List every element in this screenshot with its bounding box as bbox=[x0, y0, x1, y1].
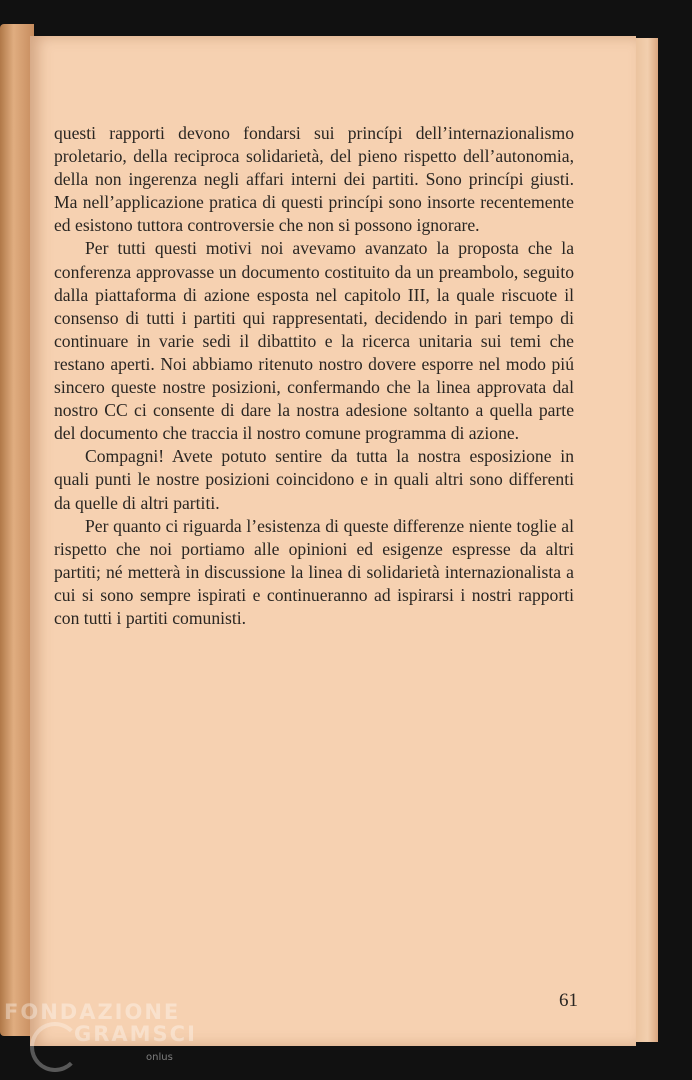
paragraph-2: Per tutti questi motivi noi avevamo avanzato la proposta che la conferenza approvasse un documento costituito da un preambolo, seguito dalla piattaforma di azione esposta nel capitolo III, la quale riscuote il consenso di tutti i partiti qui rappresentati, decidendo in pari tempo di continuare in varie sedi il dibattito e la ricerca unitaria sui temi che restano aperti. Noi abbiamo ritenuto nostro dovere esporre nel modo piú sincero queste nostre posizioni, confermando che la linea approvata dal nostro CC ci consente di dare la nostra adesione soltanto a quella parte del documento che traccia il nostro comune programma di azione. bbox=[54, 238, 574, 444]
book-page bbox=[30, 36, 636, 1046]
paragraph-1: questi rapporti devono fondarsi sui princípi dell’internazionalismo proletario, della reciproca solidarietà, del pieno rispetto dell’autonomia, della non ingerenza negli affari interni dei partiti. Sono princípi giusti. Ma nell’applicazione pratica di questi princípi sono insorte recentemente ed esistono tuttora controversie che non si possono ignorare. bbox=[54, 123, 574, 236]
book-spine bbox=[0, 24, 34, 1036]
paragraph-4: Per quanto ci riguarda l’esistenza di queste differenze niente toglie al rispetto che noi portiamo alle opinioni ed esigenze espresse da altri partiti; né metterà in discussione la linea di solidarietà internazionalista a cui si sono sempre ispirati e continueranno ad ispirarsi i nostri rapporti con tutti i partiti comunisti. bbox=[54, 515, 574, 628]
watermark-onlus: onlus bbox=[146, 1052, 173, 1063]
body-text bbox=[54, 122, 574, 630]
watermark-line2: GRAMSCI bbox=[74, 1022, 197, 1046]
watermark-line1: FONDAZIONE bbox=[4, 1000, 181, 1024]
paragraph-3: Compagni! Avete potuto sentire da tutta la nostra esposizione in quali punti le nostre posizioni coincidono e in quali altri sono differenti da quelle di altri partiti. bbox=[54, 446, 574, 513]
page-number: 61 bbox=[559, 990, 578, 1011]
watermark bbox=[4, 1000, 197, 1046]
